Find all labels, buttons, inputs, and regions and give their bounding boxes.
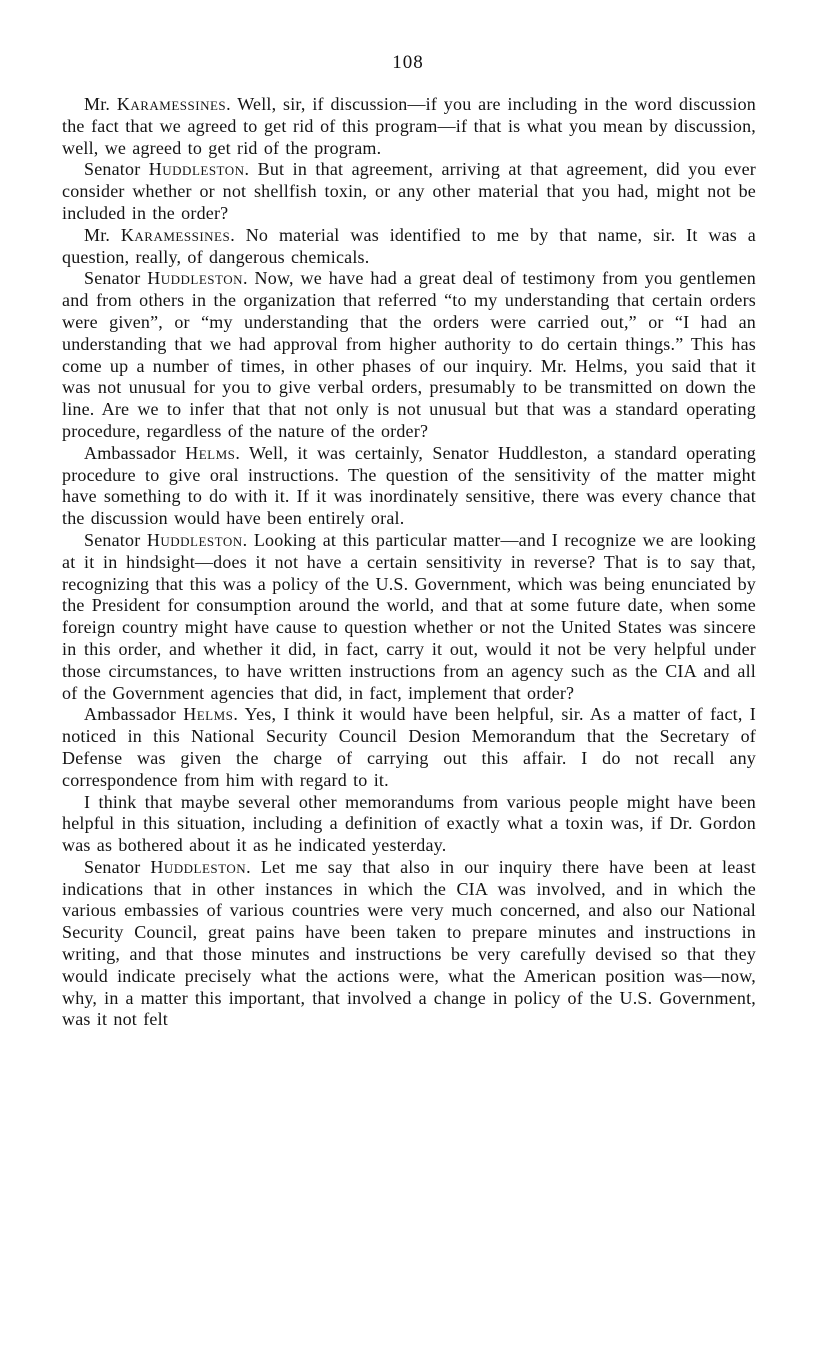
speaker-prefix: Ambassador [84, 704, 184, 725]
paragraph [62, 704, 756, 791]
paragraph [62, 857, 756, 1031]
paragraph-text: . Well, it was certainly, Senator Huddleston, a standard operating procedure to give oral instructions. The question of the sensitivity of the matter might have something to do with it. If it was inordinately sensitive, there was every chance that the discussion would have been entirely oral. [62, 442, 756, 529]
speaker-prefix: Mr. [84, 94, 117, 114]
paragraph-text: . Looking at this particular matter—and I recognize we are looking at it in hindsight—does it not have a certain sensitivity in reverse? That is to say that, recognizing that this was a policy of the U.S. Government, which was being enunciated by the President for consumption around the world, and that at some future date, when some foreign country might have cause to question whether or not the United States was sincere in this order, and whether it did, in fact, carry it out, would it not be very helpful under those circumstances, to have written instructions from an agency such as the CIA and all of the Government agencies that did, in fact, implement that order? [62, 529, 756, 703]
speaker-prefix: Ambassador [84, 442, 186, 463]
paragraph-text: . Now, we have had a great deal of testimony from you gentlemen and from others in the organization that referred “to my understanding that certain orders were given”, or “my understanding that the orders were carried out,” or “I had an understanding that we had approval from higher authority to do certain things.” This has come up a number of times, in other phases of our inquiry. Mr. Helms, you said that it was not unusual for you to give verbal orders, presumably to be transmitted on down the line. Are we to infer that that not only is not unusual but that was a standard operating procedure, regardless of the nature of the order? [62, 268, 756, 441]
paragraph [62, 268, 756, 442]
transcript-text [62, 94, 756, 1031]
speaker-name: Helms [183, 704, 234, 725]
speaker-prefix: Mr. [84, 224, 121, 245]
paragraph-text: . But in that agreement, arriving at that agreement, did you ever consider whether or not shellfish toxin, or any other material that you had, might not be included in the order? [62, 159, 756, 223]
paragraph [62, 225, 756, 269]
paragraph [62, 443, 756, 530]
speaker-name: Huddleston [146, 529, 243, 550]
paragraph [62, 94, 756, 159]
paragraph-text: . No material was identified to me by that name, sir. It was a question, really, of dangerous chemicals. [62, 224, 756, 267]
speaker-name: Huddleston [148, 159, 245, 180]
speaker-name: Huddleston [150, 856, 247, 877]
speaker-prefix: Senator [84, 529, 147, 550]
paragraph-text: . Let me say that also in our inquiry there have been at least indications that in other instances in which the CIA was involved, and in which the various embassies of various countries were very much concerned, and also our National Security Council, great pains have been taken to prepare minutes and instructions in writing, and that those minutes and instructions be very carefully devised so that they would indicate precisely what the actions were, what the American position was—now, why, in a matter this important, that involved a change in policy of the U.S. Government, was it not felt [62, 856, 756, 1030]
speaker-name: Karamessines [116, 94, 227, 114]
speaker-name: Helms [185, 442, 236, 463]
paragraph-text: I think that maybe several other memorandums from various people might have been helpful in this situation, including a definition of exactly what a toxin was, if Dr. Gordon was as bothered about it as he indicated yesterday. [62, 791, 756, 856]
speaker-prefix: Senator [84, 159, 149, 180]
paragraph-text: . Yes, I think it would have been helpful, sir. As a matter of fact, I noticed in this National Security Council Desion Memorandum that the Secretary of Defense was given the charge of carrying out this affair. I do not recall any correspondence from him with regard to it. [62, 704, 756, 790]
speaker-name: Karamessines [120, 224, 231, 245]
speaker-prefix: Senator [84, 856, 151, 877]
paragraph [62, 530, 756, 704]
paragraph [62, 792, 756, 857]
speaker-prefix: Senator [84, 268, 148, 289]
speaker-name: Huddleston [147, 268, 243, 289]
paragraph-text: . Well, sir, if discussion—if you are including in the word discussion the fact that we agreed to get rid of this program—if that is what you mean by discussion, well, we agreed to get rid of the program. [62, 94, 756, 158]
paragraph [62, 159, 756, 224]
page-number: 108 [392, 52, 424, 73]
